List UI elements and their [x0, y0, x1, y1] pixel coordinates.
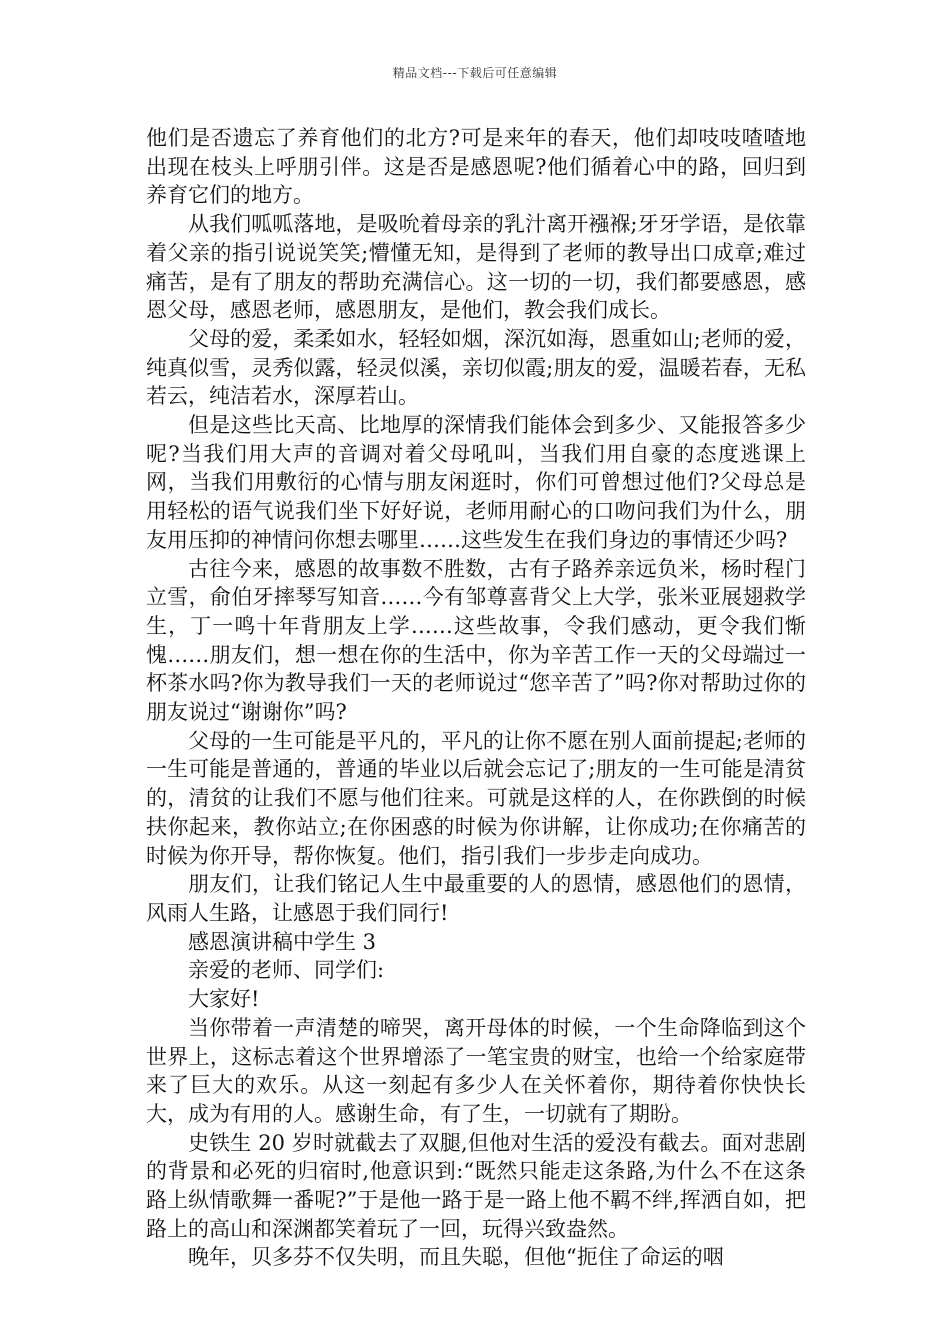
salutation: 亲爱的老师、同学们:: [188, 958, 385, 983]
paragraph: 晚年，贝多芬不仅失明，而且失聪，但他“扼住了命运的咽: [188, 1245, 724, 1270]
greeting: 大家好!: [188, 987, 260, 1012]
paragraph: 当你带着一声清楚的啼哭，离开母体的时候，一个生命降临到这个世界上，这标志着这个世界增添了一笔宝贵的财宝，也给一个给家庭带来了巨大的欢乐。从这一刻起有多少人在关怀着你，期待着你快快长大，成为有用的人。感谢生命，有了生，一切就有了期盼。: [146, 1015, 806, 1126]
paragraph: 古往今来，感恩的故事数不胜数，古有子路养亲远负米，杨时程门立雪，俞伯牙摔琴写知音……今有邹尊喜背父上大学，张米亚展翅救学生，丁一鸣十年背朋友上学……这些故事，令我们感动，更令我们惭愧……朋友们，想一想在你的生活中，你为辛苦工作一天的父母端过一杯茶水吗?你为教导我们一天的老师说过“您辛苦了”吗?你对帮助过你的朋友说过“谢谢你”吗?: [146, 556, 806, 725]
paragraph: 从我们呱呱落地，是吸吮着母亲的乳汁离开襁褓;牙牙学语，是依靠着父亲的指引说说笑笑;懵懂无知，是得到了老师的教导出口成章;难过痛苦，是有了朋友的帮助充满信心。这一切的一切，我们都要感恩，感恩父母，感恩老师，感恩朋友，是他们，教会我们成长。: [146, 212, 806, 323]
paragraph: 但是这些比天高、比地厚的深情我们能体会到多少、又能报答多少呢?当我们用大声的音调对着父母吼叫，当我们用自豪的态度逃课上网，当我们用敷衍的心情与朋友闲逛时，你们可曾想过他们?父母总是用轻松的语气说我们坐下好好说，老师用耐心的口吻问我们为什么，朋友用压抑的神情问你想去哪里……这些发生在我们身边的事情还少吗?: [146, 413, 806, 552]
page-header: 精品文档---下载后可任意编辑: [392, 66, 558, 80]
paragraph: 他们是否遗忘了养育他们的北方?可是来年的春天，他们却吱吱喳喳地出现在枝头上呼朋引伴。这是否是感恩呢?他们循着心中的路，回归到养育它们的地方。: [146, 126, 806, 208]
document-body: [146, 124, 806, 1272]
section-title: 感恩演讲稿中学生 3: [188, 929, 377, 954]
paragraph: 父母的一生可能是平凡的，平凡的让你不愿在别人面前提起;老师的一生可能是普通的，普通的毕业以后就会忘记了;朋友的一生可能是清贫的，清贫的让我们不愿与他们往来。可就是这样的人，在你跌倒的时候扶你起来，教你站立;在你困惑的时候为你讲解，让你成功;在你痛苦的时候为你开导，帮你恢复。他们，指引我们一步步走向成功。: [146, 728, 806, 868]
paragraph: 史铁生 20 岁时就截去了双腿,但他对生活的爱没有截去。面对悲剧的背景和必死的归宿时,他意识到:“既然只能走这条路,为什么不在这条路上纵情歌舞一番呢?”于是他一路于是一路上他不羁不绊,挥洒自如，把路上的高山和深渊都笑着玩了一回，玩得兴致盎然。: [146, 1130, 806, 1241]
paragraph: 父母的爱，柔柔如水，轻轻如烟，深沉如海，恩重如山;老师的爱，纯真似雪，灵秀似露，轻灵似溪，亲切似霞;朋友的爱，温暖若春，无私若云，纯洁若水，深厚若山。: [146, 326, 806, 409]
paragraph: 朋友们，让我们铭记人生中最重要的人的恩情，感恩他们的恩情，风雨人生路，让感恩于我们同行!: [146, 872, 806, 925]
